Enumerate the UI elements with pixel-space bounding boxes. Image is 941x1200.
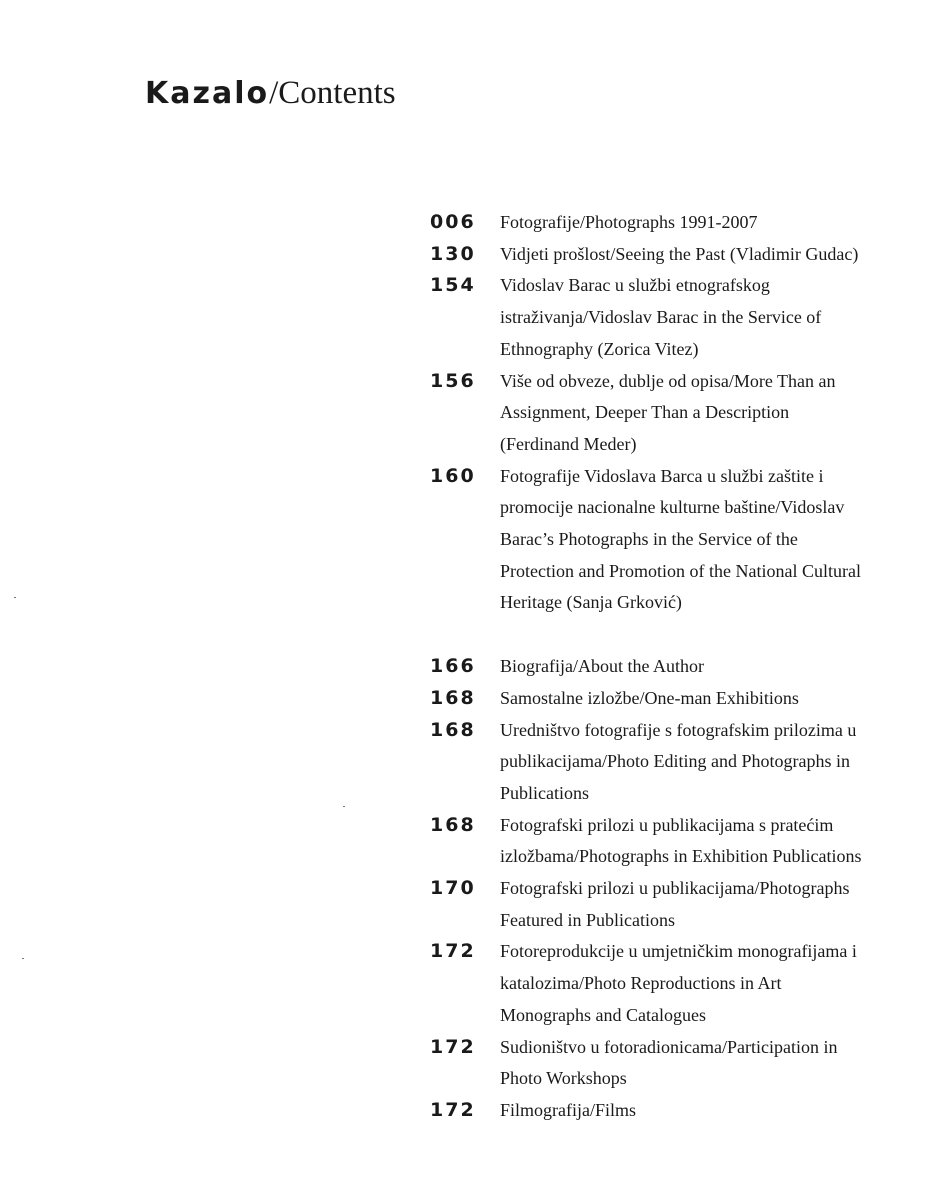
toc-entry-title: Vidoslav Barac u službi etnografskog istraživanja/Vidoslav Barac in the Service of Ethnography (Zorica Vitez): [500, 275, 822, 359]
toc-page-number: 006: [430, 211, 476, 233]
toc-entry: [430, 715, 900, 810]
toc-entry-title: Fotografije Vidoslava Barca u službi zaštite i promocije nacionalne kulturne baštine/Vidoslav Barac’s Photographs in the Service of the Protection and Promotion of the National Cultural Heritage (Sanja Grković): [500, 465, 861, 613]
toc-page-number: 170: [430, 877, 476, 900]
toc-entry-title: Fotografski prilozi u publikacijama/Photographs Featured in Publications: [500, 878, 850, 930]
toc-entry: [430, 873, 900, 936]
scan-speck: [343, 806, 345, 807]
toc-entry: [430, 270, 900, 365]
toc-entry-title: Vidjeti prošlost/Seeing the Past (Vladimir Gudac): [500, 243, 859, 264]
toc-entry-title: Više od obveze, dublje od opisa/More Than an Assignment, Deeper Than a Description (Ferdinand Meder): [500, 370, 836, 454]
toc-page-number: 172: [430, 940, 476, 963]
toc-entry: [430, 1095, 900, 1127]
toc-page-number: 172: [430, 1098, 476, 1121]
toc-page-number: 172: [430, 1035, 476, 1058]
page-title: [145, 74, 396, 114]
toc-entry: [430, 1032, 900, 1095]
toc-entry: [430, 651, 900, 683]
toc-page-number: 168: [430, 813, 476, 836]
scan-speck: [14, 597, 16, 598]
toc-page-number: 130: [430, 242, 476, 265]
toc-entry: [430, 239, 900, 271]
toc-page-number: 154: [430, 274, 476, 297]
toc-entry-title: Uredništvo fotografije s fotografskim prilozima u publikacijama/Photo Editing and Photographs in Publications: [500, 719, 857, 803]
toc-entry: [430, 461, 900, 620]
toc-entry: [430, 207, 900, 239]
toc-group: [430, 651, 900, 1127]
toc-page-number: 168: [430, 718, 476, 741]
toc-page-number: 168: [430, 686, 476, 709]
toc-entry: [430, 810, 900, 873]
toc-entry-title: Biografija/About the Author: [500, 656, 704, 677]
title-croatian: Kazalo: [145, 76, 270, 111]
toc-page-number: 166: [430, 655, 476, 678]
toc-page-number: 156: [430, 369, 476, 392]
toc-entry-title: Fotografski prilozi u publikacijama s pratećim izložbama/Photographs in Exhibition Publications: [500, 814, 862, 867]
toc-entry-title: Samostalne izložbe/One-man Exhibitions: [500, 687, 799, 708]
toc-entry: [430, 366, 900, 461]
toc-page-number: 160: [430, 464, 476, 487]
toc-entry-title: Sudioništvo u fotoradionicama/Participation in Photo Workshops: [500, 1036, 838, 1089]
table-of-contents: [430, 207, 900, 1127]
scan-speck: [22, 958, 24, 959]
toc-entry-title: Fotoreprodukcije u umjetničkim monografijama i katalozima/Photo Reproductions in Art Monographs and Catalogues: [500, 941, 857, 1025]
toc-entry: [430, 936, 900, 1031]
toc-entry: [430, 683, 900, 715]
toc-entry-title: Filmografija/Films: [500, 1099, 637, 1120]
title-english: /Contents: [269, 75, 396, 111]
toc-entry-title: Fotografije/Photographs 1991-2007: [500, 212, 758, 232]
toc-group: [430, 207, 900, 619]
